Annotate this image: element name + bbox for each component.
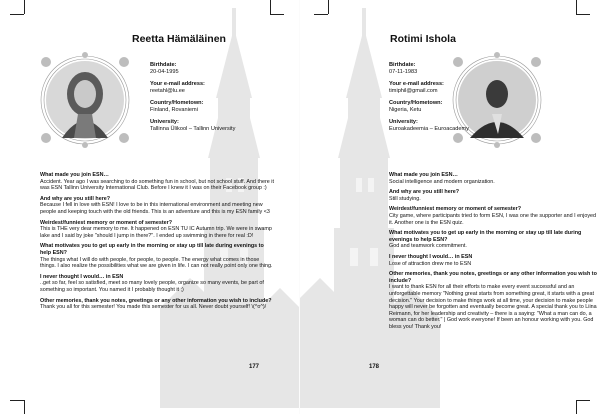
field-label: University: <box>389 119 418 125</box>
question: I never thought I would… in ESN <box>40 273 124 280</box>
field-value: Tallinna Ülikool – Tallinn University <box>150 126 236 132</box>
crop-mark <box>576 400 590 401</box>
page-number: 177 <box>249 364 260 370</box>
question: And why are you still here? <box>40 195 111 202</box>
answer: Accident. Year ago I was searching to do something fun in school, but not school stuff. And there it was ESN Tallinn University International Club. Before I knew it I was on their Facebook group :) <box>40 178 274 192</box>
field-value: Euroakadeemia – Euroacademy <box>389 126 469 132</box>
questions-answers <box>40 172 275 315</box>
field-label: Birthdate: <box>389 62 416 68</box>
field-label: Your e-mail address: <box>389 81 444 87</box>
answer: Lose of attraction drew me to ESN <box>389 260 472 267</box>
question: What made you join ESN… <box>389 172 458 178</box>
field-label: Country/Hometown: <box>389 100 443 106</box>
questions-answers <box>389 172 599 334</box>
field-label: University: <box>150 119 179 125</box>
field-value: 20-04-1995 <box>150 69 179 75</box>
answer: I want to thank ESN for all their efforts to make every event successful and an unforgettable memory "Nothing great starts from something great, it starts with a great decision." Your decision to make things work at all time, your decision to make people happy will never be forgotten and eventually become great. A special thank you to Liina Reimann, for her leadership and creativity – there is a saying: "What a man can do, a woman can do better." | God work everyone! If been an honour working with you. God bless you! Thank you! <box>389 284 597 330</box>
field-value: Finland, Rovaniemi <box>150 107 198 113</box>
question: Weirdest/funniest memory or moment of semester? <box>389 206 522 213</box>
crop-mark <box>24 0 25 14</box>
field-value: timiphil@gmail.com <box>389 88 438 94</box>
profile-fields <box>150 62 260 138</box>
answer: Still studying. <box>389 195 421 202</box>
field-value: Nigeria, Ketu <box>389 107 422 113</box>
crop-mark <box>24 400 25 414</box>
answer: The things what I will do with people, for people, to people. The energy what comes in those things. I also realize the possibilities what we are given in life. I can not really point only one thing. <box>40 256 273 270</box>
crop-mark <box>576 400 577 414</box>
portrait-photo <box>40 52 130 148</box>
person-name: Reetta Hämäläinen <box>132 33 226 45</box>
field-label: Your e-mail address: <box>150 81 205 87</box>
profile-fields <box>389 62 499 138</box>
crop-mark <box>10 400 24 401</box>
question: What motivates you to get up early in the morning or stay up till late during evenings to help ESN? <box>389 230 582 243</box>
question: Other memories, thank you notes, greetings or any other information you wish to include? <box>40 297 272 304</box>
field-value: reetahl@lu.ee <box>150 88 185 94</box>
question: I never thought I would… in ESN <box>389 253 473 260</box>
crop-mark <box>10 14 24 15</box>
field-label: Country/Hometown: <box>150 100 204 106</box>
answer: ..get so far, feel so satisfied, meet so many lovely people, organize so many events, be part of something so important. You named it I probably thought it ;) <box>40 280 264 293</box>
question: What motivates you to get up early in the morning or stay up till late during evenings to help ESN? <box>40 243 264 256</box>
answer: Thank you all for this semester! You made this semester for us all. Never doubt yourself! \(^o^)/ <box>40 304 267 311</box>
field-value: 07-11-1983 <box>389 69 418 75</box>
crop-mark <box>576 0 577 14</box>
person-name: Rotimi Ishola <box>390 33 456 45</box>
crop-mark <box>576 14 590 15</box>
question: And why are you still here? <box>389 189 460 196</box>
right-page <box>300 0 600 414</box>
question: What made you join ESN… <box>40 172 109 178</box>
answer: God and teamwork commitment. <box>389 243 467 250</box>
answer: Social intelligence and modern organization. <box>389 178 495 185</box>
question: Other memories, thank you notes, greetings or any other information you wish to include? <box>389 271 597 284</box>
answer: This is THE very dear memory to me. It happened on ESN TU IC Autumn trip. We were in swamp lake and I said by joke "should I jump in there?". I ended up swimming in there for real :D! <box>40 226 272 239</box>
page-number: 178 <box>369 364 380 370</box>
question: Weirdest/funniest memory or moment of semester? <box>40 219 173 226</box>
field-label: Birthdate: <box>150 62 177 68</box>
answer: Because I fell in love with ESN! I love to be in this international environment and meeting new people and keeping touch with the old friends. This is an adventure and this is my ESN family <3 <box>40 202 270 215</box>
answer: City game, where participants tried to form ESN, I was one the supporter and I enjoyed it. Another one is the ESN quiz. <box>389 212 597 226</box>
